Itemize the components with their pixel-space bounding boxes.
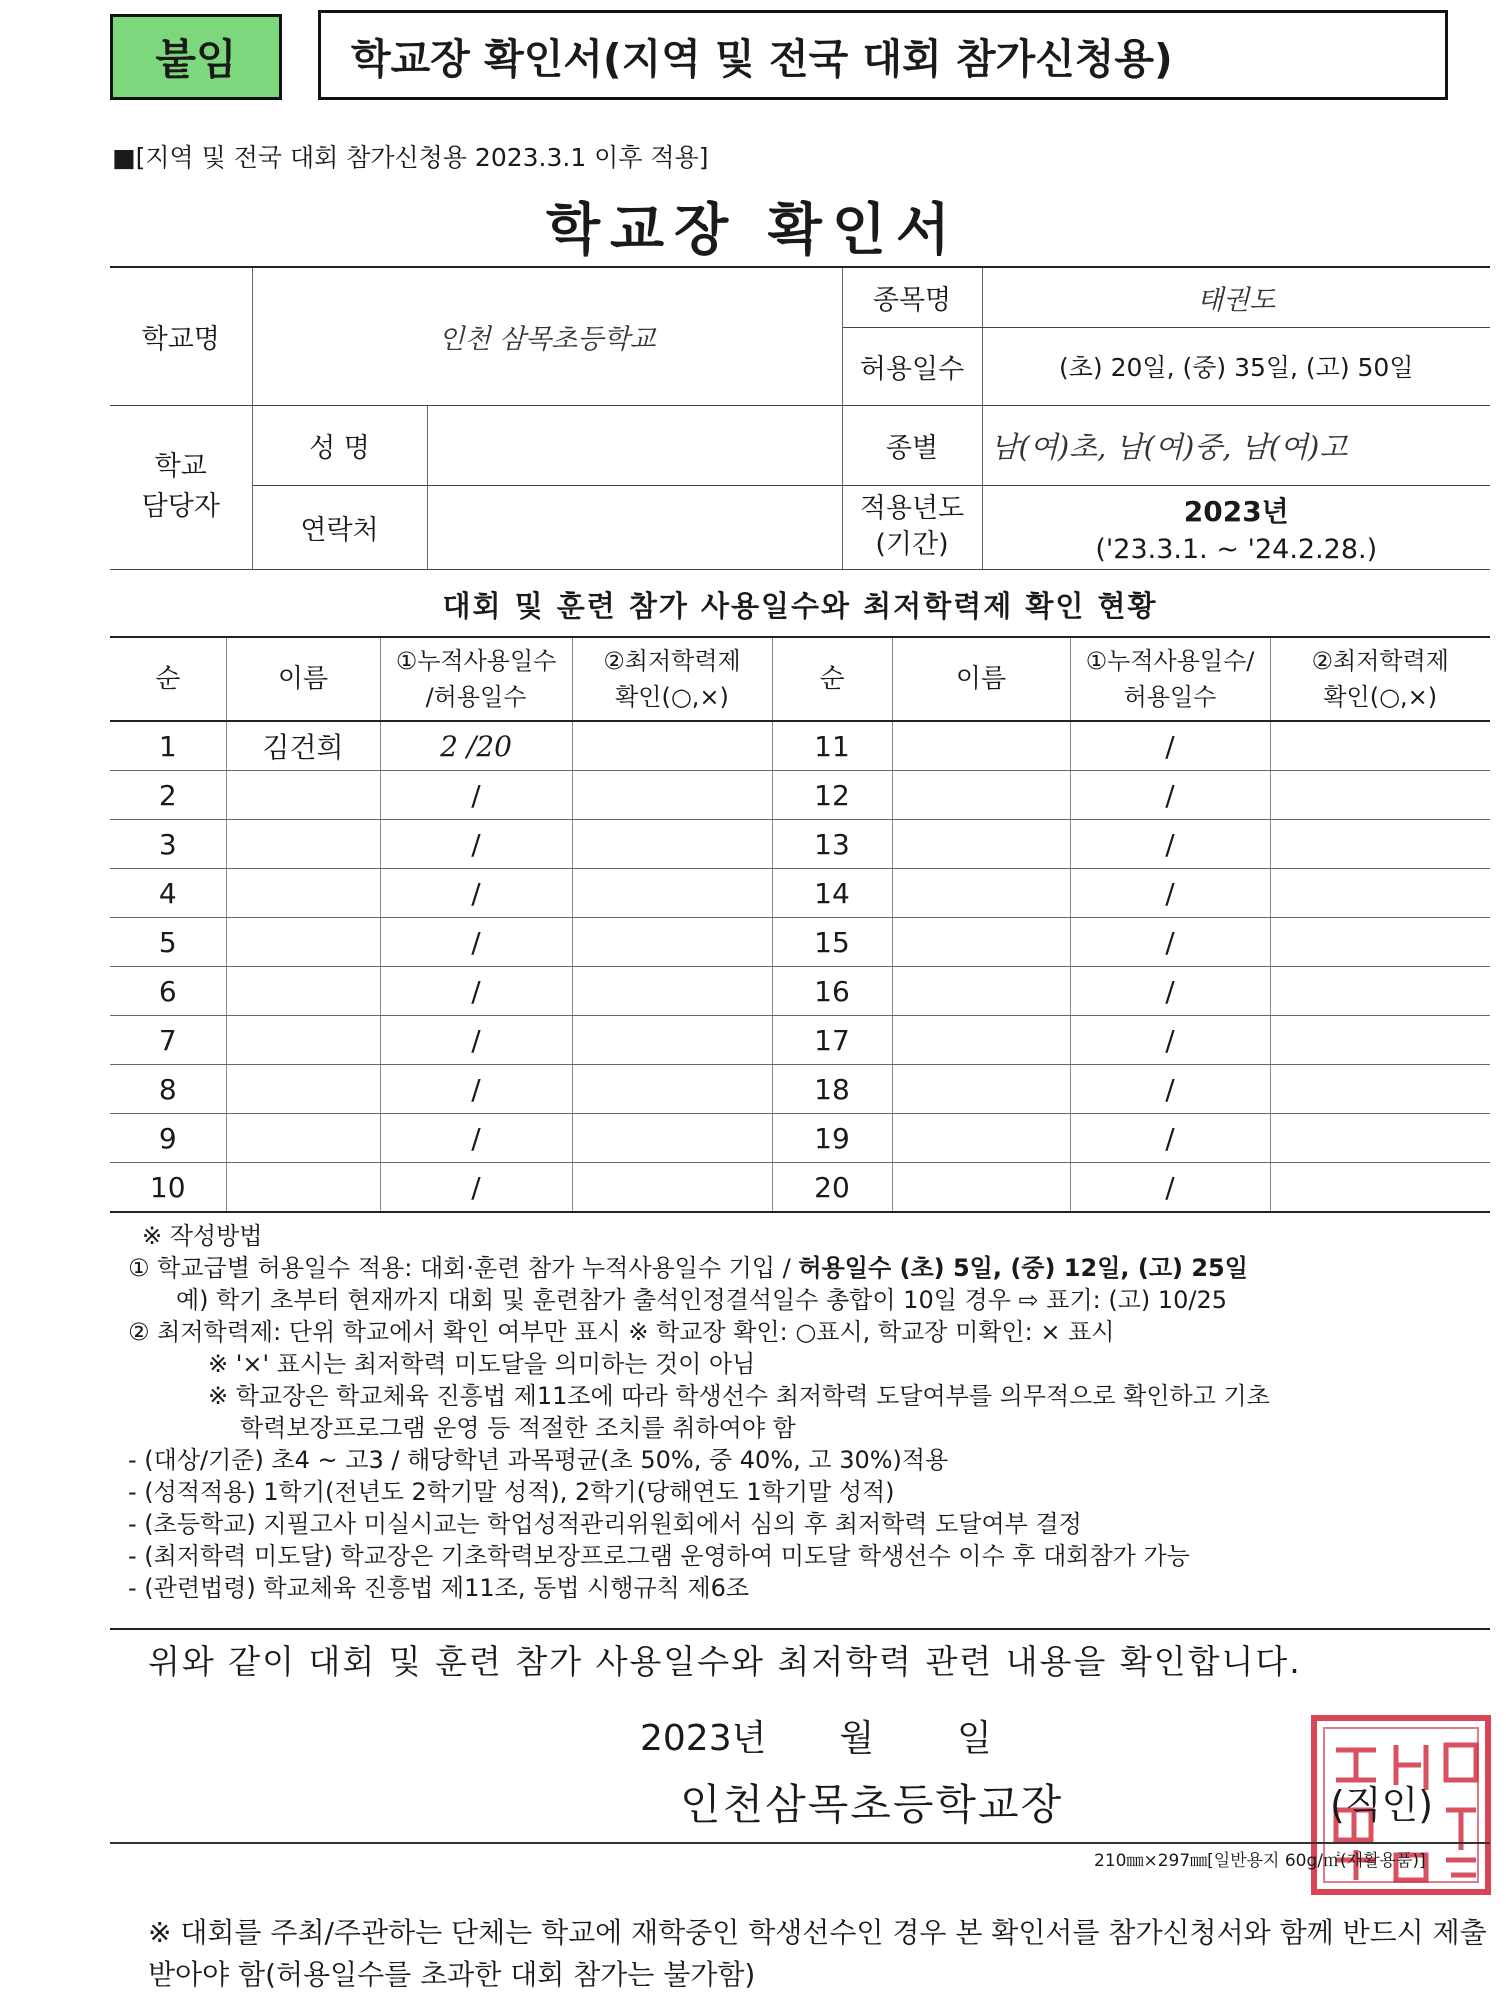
principal-name: 인천삼목초등학교장 bbox=[680, 1780, 1064, 1829]
row-check-left bbox=[572, 771, 772, 820]
table-row bbox=[110, 820, 1490, 869]
row-name-right bbox=[892, 967, 1070, 1016]
row-name-right bbox=[892, 820, 1070, 869]
row-days-left: / bbox=[380, 771, 572, 820]
header-days-right: ①누적사용일수/ 허용일수 bbox=[1070, 637, 1270, 721]
row-seq-left: 6 bbox=[110, 967, 226, 1016]
roster-table bbox=[110, 636, 1490, 1213]
row-check-left bbox=[572, 721, 772, 771]
row-check-left bbox=[572, 1016, 772, 1065]
row-check-right bbox=[1270, 918, 1490, 967]
bottom-divider bbox=[110, 1842, 1490, 1844]
row-days-right: / bbox=[1070, 820, 1270, 869]
row-seq-left: 10 bbox=[110, 1163, 226, 1213]
row-seq-right: 16 bbox=[772, 967, 892, 1016]
document-title: 학교장 확인서 bbox=[545, 198, 961, 263]
row-seq-left: 9 bbox=[110, 1114, 226, 1163]
row-days-right: / bbox=[1070, 721, 1270, 771]
contact-label: 학교 담당자 bbox=[110, 405, 252, 569]
row-seq-left: 4 bbox=[110, 869, 226, 918]
note-4: ※ 학교장은 학교체육 진흥법 제11조에 따라 학생선수 최저학력 도달여부를 의무적으로 확인하고 기초 bbox=[208, 1382, 1270, 1410]
name-label: 성 명 bbox=[252, 405, 427, 485]
note-6: - (성적적용) 1학기(전년도 2학기말 성적), 2학기(당해연도 1학기말 성적) bbox=[128, 1478, 895, 1506]
event-name: 태권도 bbox=[982, 267, 1490, 327]
row-name-left bbox=[226, 1163, 380, 1213]
note-4-cont: 학력보장프로그램 운영 등 적절한 조치를 취하여야 함 bbox=[240, 1414, 796, 1442]
section-title: 대회 및 훈련 참가 사용일수와 최저학력제 확인 현황 bbox=[442, 589, 1158, 623]
row-name-right bbox=[892, 721, 1070, 771]
row-days-right: / bbox=[1070, 1016, 1270, 1065]
row-name-right bbox=[892, 918, 1070, 967]
category-value: 남(여)초, 남(여)중, 남(여)고 bbox=[982, 405, 1490, 485]
row-days-right: / bbox=[1070, 1114, 1270, 1163]
table-row bbox=[110, 869, 1490, 918]
row-days-right: / bbox=[1070, 771, 1270, 820]
row-name-left bbox=[226, 1016, 380, 1065]
row-seq-right: 20 bbox=[772, 1163, 892, 1213]
note-5: - (대상/기준) 초4 ~ 고3 / 해당학년 과목평균(초 50%, 중 40%, 고 30%)적용 bbox=[128, 1446, 949, 1474]
footer-note: ※ 대회를 주최/주관하는 단체는 학교에 재학중인 학생선수인 경우 본 확인서를 참가신청서와 함께 반드시 제출받아야 함(허용일수를 초과한 대회 참가는 불가함) bbox=[148, 1916, 1487, 1991]
row-name-left bbox=[226, 1114, 380, 1163]
date-day: 일 bbox=[957, 1718, 992, 1759]
row-seq-right: 11 bbox=[772, 721, 892, 771]
allowed-days-label: 허용일수 bbox=[842, 327, 982, 405]
row-name-right bbox=[892, 771, 1070, 820]
year-value: 2023년 bbox=[1183, 494, 1289, 528]
row-days-left: / bbox=[380, 1016, 572, 1065]
row-seq-left: 2 bbox=[110, 771, 226, 820]
row-days-left: 2 /20 bbox=[380, 721, 572, 771]
row-days-left: / bbox=[380, 1163, 572, 1213]
row-name-left: 김건희 bbox=[226, 721, 380, 771]
row-check-left bbox=[572, 918, 772, 967]
header-check-left: ②최저학력제 확인(○,×) bbox=[572, 637, 772, 721]
row-days-right: / bbox=[1070, 967, 1270, 1016]
row-name-right bbox=[892, 1163, 1070, 1213]
row-days-right: / bbox=[1070, 918, 1270, 967]
category-label: 종별 bbox=[842, 405, 982, 485]
name-value bbox=[427, 405, 842, 485]
header-seq-2: 순 bbox=[772, 637, 892, 721]
table-row bbox=[110, 1016, 1490, 1065]
note-1-example: 예) 학기 초부터 현재까지 대회 및 훈련참가 출석인정결석일수 총합이 10일 경우 ⇨ 표기: (고) 10/25 bbox=[176, 1286, 1228, 1314]
row-check-right bbox=[1270, 1163, 1490, 1213]
instructions bbox=[128, 1220, 1488, 1604]
applicability-note: ■[지역 및 전국 대회 참가신청용 2023.3.1 이후 적용] bbox=[112, 143, 709, 172]
row-check-left bbox=[572, 869, 772, 918]
row-days-right: / bbox=[1070, 869, 1270, 918]
year-label: 적용년도 (기간) bbox=[842, 485, 982, 569]
row-days-right: / bbox=[1070, 1065, 1270, 1114]
row-seq-left: 7 bbox=[110, 1016, 226, 1065]
year-cell bbox=[982, 485, 1490, 569]
row-check-left bbox=[572, 1163, 772, 1213]
row-check-right bbox=[1270, 869, 1490, 918]
table-row bbox=[110, 721, 1490, 771]
paper-spec: 210㎜×297㎜[일반용지 60g/㎡(재활용품)] bbox=[1094, 1851, 1426, 1871]
table-row bbox=[110, 1114, 1490, 1163]
header-name: 이름 bbox=[226, 637, 380, 721]
row-seq-left: 3 bbox=[110, 820, 226, 869]
row-name-left bbox=[226, 967, 380, 1016]
phone-label: 연락처 bbox=[252, 485, 427, 569]
note-1-allowed: 허용일수 (초) 5일, (중) 12일, (고) 25일 bbox=[798, 1254, 1248, 1282]
note-8: - (최저학력 미도달) 학교장은 기초학력보장프로그램 운영하여 미도달 학생선수 이수 후 대회참가 가능 bbox=[128, 1542, 1190, 1570]
row-seq-left: 8 bbox=[110, 1065, 226, 1114]
header-name-2: 이름 bbox=[892, 637, 1070, 721]
date-year: 2023년 bbox=[640, 1718, 767, 1759]
note-3: ※ '×' 표시는 최저학력 미도달을 의미하는 것이 아님 bbox=[208, 1350, 756, 1378]
event-label: 종목명 bbox=[842, 267, 982, 327]
row-seq-right: 13 bbox=[772, 820, 892, 869]
row-name-right bbox=[892, 1114, 1070, 1163]
table-row bbox=[110, 1163, 1490, 1213]
note-7: - (초등학교) 지필고사 미실시교는 학업성적관리위원회에서 심의 후 최저학력 도달여부 결정 bbox=[128, 1510, 1082, 1538]
header-seq: 순 bbox=[110, 637, 226, 721]
notes-divider bbox=[110, 1628, 1490, 1630]
signature-date bbox=[640, 1710, 992, 1761]
row-seq-right: 18 bbox=[772, 1065, 892, 1114]
header-title: 학교장 확인서(지역 및 전국 대회 참가신청용) bbox=[318, 10, 1448, 100]
row-seq-right: 14 bbox=[772, 869, 892, 918]
date-month: 월 bbox=[839, 1718, 875, 1759]
table-row bbox=[110, 771, 1490, 820]
row-check-right bbox=[1270, 721, 1490, 771]
row-check-right bbox=[1270, 1114, 1490, 1163]
row-seq-left: 1 bbox=[110, 721, 226, 771]
note-1-text: ① 학교급별 허용일수 적용: 대회·훈련 참가 누적사용일수 기입 / bbox=[128, 1254, 799, 1282]
school-name: 인천 삼목초등학교 bbox=[252, 267, 842, 405]
table-row bbox=[110, 967, 1490, 1016]
header-check-right: ②최저학력제 확인(○,×) bbox=[1270, 637, 1490, 721]
table-row bbox=[110, 918, 1490, 967]
row-name-right bbox=[892, 869, 1070, 918]
row-seq-left: 5 bbox=[110, 918, 226, 967]
row-check-left bbox=[572, 1065, 772, 1114]
row-seq-right: 12 bbox=[772, 771, 892, 820]
table-row bbox=[110, 1065, 1490, 1114]
row-check-left bbox=[572, 820, 772, 869]
note-9: - (관련법령) 학교체육 진흥법 제11조, 동법 시행규칙 제6조 bbox=[128, 1574, 750, 1602]
row-name-left bbox=[226, 869, 380, 918]
row-check-right bbox=[1270, 1016, 1490, 1065]
row-days-left: / bbox=[380, 820, 572, 869]
allowed-days-value: (초) 20일, (중) 35일, (고) 50일 bbox=[982, 327, 1490, 405]
note-1 bbox=[128, 1252, 1488, 1284]
row-name-left bbox=[226, 1065, 380, 1114]
row-check-right bbox=[1270, 967, 1490, 1016]
row-check-right bbox=[1270, 1065, 1490, 1114]
row-days-right: / bbox=[1070, 1163, 1270, 1213]
row-days-left: / bbox=[380, 869, 572, 918]
phone-value bbox=[427, 485, 842, 569]
row-seq-right: 15 bbox=[772, 918, 892, 967]
row-days-left: / bbox=[380, 967, 572, 1016]
row-days-left: / bbox=[380, 918, 572, 967]
school-label: 학교명 bbox=[110, 267, 252, 405]
confirmation-statement: 위와 같이 대회 및 훈련 참가 사용일수와 최저학력 관련 내용을 확인합니다. bbox=[148, 1642, 1302, 1681]
attachment-badge: 붙임 bbox=[110, 14, 282, 100]
row-check-left bbox=[572, 967, 772, 1016]
header-days-left: ①누적사용일수 /허용일수 bbox=[380, 637, 572, 721]
row-name-right bbox=[892, 1016, 1070, 1065]
info-table bbox=[110, 266, 1490, 570]
row-name-left bbox=[226, 771, 380, 820]
notes-heading: ※ 작성방법 bbox=[142, 1222, 263, 1250]
seal-label: (직인) bbox=[1330, 1783, 1434, 1827]
row-days-left: / bbox=[380, 1065, 572, 1114]
row-check-right bbox=[1270, 820, 1490, 869]
row-days-left: / bbox=[380, 1114, 572, 1163]
row-seq-right: 19 bbox=[772, 1114, 892, 1163]
row-name-left bbox=[226, 820, 380, 869]
row-seq-right: 17 bbox=[772, 1016, 892, 1065]
period-value: ('23.3.1. ~ '24.2.28.) bbox=[1095, 533, 1378, 565]
row-check-right bbox=[1270, 771, 1490, 820]
row-check-left bbox=[572, 1114, 772, 1163]
row-name-left bbox=[226, 918, 380, 967]
row-name-right bbox=[892, 1065, 1070, 1114]
note-2: ② 최저학력제: 단위 학교에서 확인 여부만 표시 ※ 학교장 확인: ○표시, 학교장 미확인: × 표시 bbox=[128, 1318, 1115, 1346]
